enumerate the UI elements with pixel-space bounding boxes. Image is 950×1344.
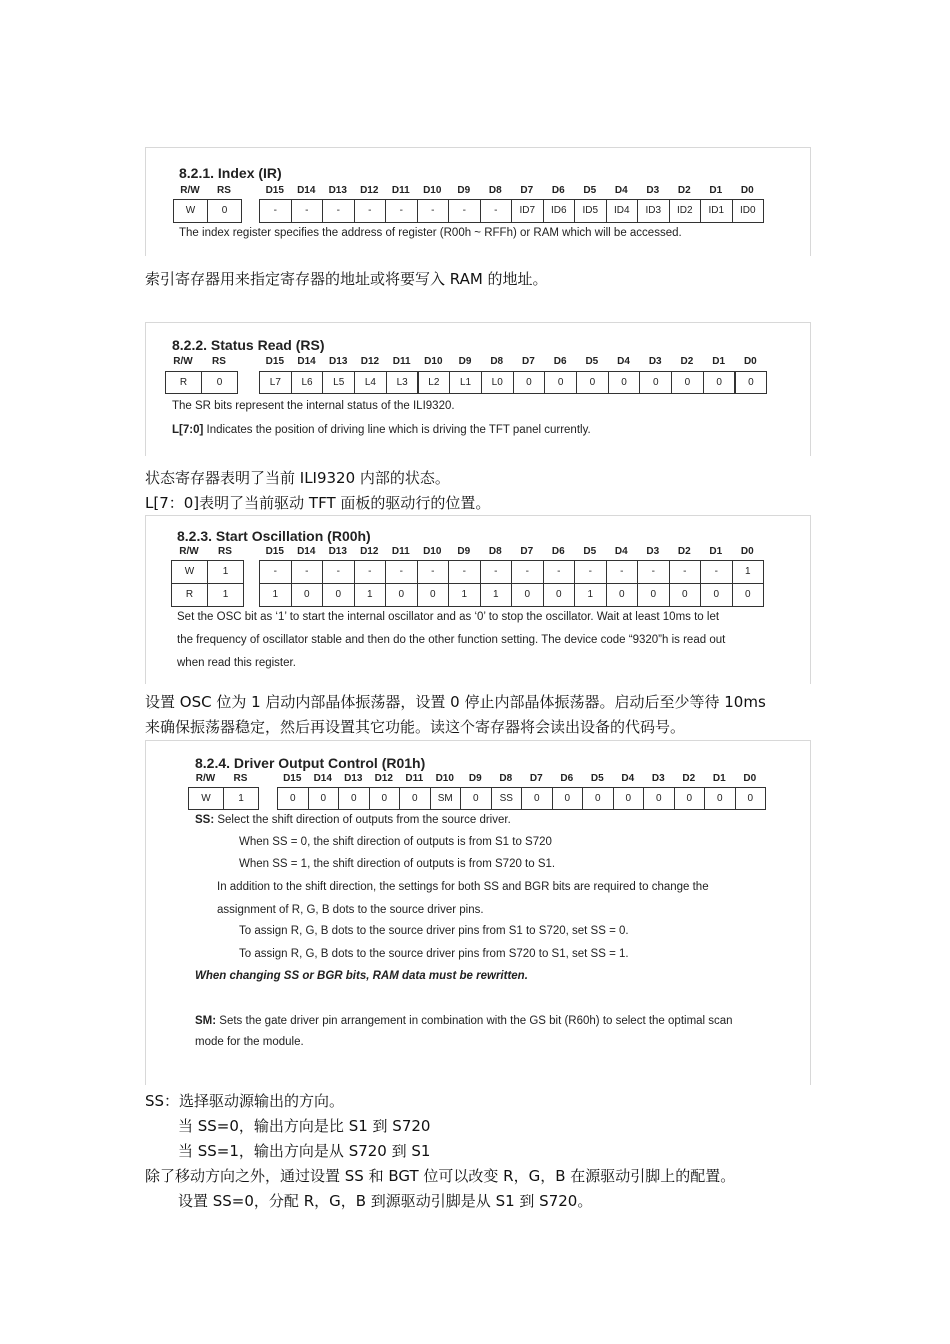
register-cell: 0 [460,787,492,810]
register-cell: L7 [259,371,292,394]
register-cell: 0 [544,371,577,394]
register-cell: - [700,560,733,584]
bit-header-d6: D6 [553,356,567,367]
cn-text-2: 状态寄存器表明了当前 ILI9320 内部的状态。 [145,469,450,487]
panel-index-register [145,147,811,256]
bit-header-d11: D11 [405,773,424,784]
register-cell: 0 [671,371,704,394]
bit-header-d10: D10 [435,773,454,784]
register-cell: ID0 [732,199,765,223]
panel-status-read [145,322,811,456]
register-cell: 1 [259,583,292,607]
register-cell: - [322,199,355,223]
register-cell: L0 [481,371,514,394]
register-cell: L3 [386,371,419,394]
bit-header-d9: D9 [458,356,472,367]
section-title: 8.2.4. Driver Output Control (R01h) [195,755,426,771]
register-cell: 0 [207,199,242,223]
bit-header-rs: RS [212,356,226,367]
register-cell: 1 [207,560,244,584]
register-cell: - [354,199,387,223]
register-cell: R [165,371,202,394]
register-cell: 0 [291,583,324,607]
bit-header-d12: D12 [360,185,379,196]
bit-header-d8: D8 [490,356,504,367]
section-description-line-3: when read this register. [177,657,296,669]
register-cell: 0 [369,787,401,810]
sm-line-2: mode for the module. [195,1036,304,1048]
bit-header-d2: D2 [682,773,696,784]
register-cell: - [574,560,607,584]
section-title: 8.2.3. Start Oscillation (R00h) [177,528,371,544]
cn-text-10: 设置 SS=0，分配 R，G，B 到源驱动引脚是从 S1 到 S720。 [178,1192,593,1210]
register-cell: - [322,560,355,584]
bit-header-d2: D2 [677,185,691,196]
bit-header-d15: D15 [283,773,302,784]
register-cell: ID3 [637,199,670,223]
bit-header-d7: D7 [529,773,543,784]
bit-header-rw: R/W [179,546,199,557]
cn-text-9: 除了移动方向之外，通过设置 SS 和 BGT 位可以改变 R，G，B 在源驱动引脚上的配置。 [145,1167,736,1185]
bit-header-d0: D0 [743,356,757,367]
register-cell: - [417,199,450,223]
bit-header-d5: D5 [583,185,597,196]
register-cell: ID1 [700,199,733,223]
register-cell: ID6 [543,199,576,223]
register-cell: 0 [417,583,450,607]
bit-header-rs: RS [217,185,231,196]
bit-header-d3: D3 [646,185,660,196]
register-cell: - [606,560,639,584]
bit-header-d3: D3 [651,773,665,784]
bit-label: L[7:0] [172,424,204,436]
bit-header-d13: D13 [328,546,347,557]
cn-text-4: 设置 OSC 位为 1 启动内部晶体振荡器，设置 0 停止内部晶体振荡器。启动后至少等待 10ms [145,693,766,711]
register-cell: 0 [385,583,418,607]
bit-text: Indicates the position of driving line which is driving the TFT panel currently. [203,424,591,436]
register-cell: - [448,560,481,584]
bit-header-d3: D3 [646,546,660,557]
bit-header-d11: D11 [391,546,410,557]
bit-header-d8: D8 [499,773,513,784]
register-cell: SM [430,787,462,810]
register-cell: W [173,199,208,223]
bit-header-d7: D7 [520,546,534,557]
register-cell: 0 [513,371,546,394]
register-cell: 0 [521,787,553,810]
register-cell: 1 [207,583,244,607]
bit-header-d6: D6 [551,185,565,196]
register-cell: 0 [399,787,431,810]
register-cell: 1 [223,787,259,810]
cn-text-5: 来确保振荡器稳定，然后再设置其它功能。读这个寄存器将会读出设备的代码号。 [145,718,686,736]
register-cell: W [171,560,208,584]
bit-header-d3: D3 [648,356,662,367]
section-description-2 [172,424,591,436]
register-cell: 0 [277,787,309,810]
bit-header-d4: D4 [614,185,628,196]
bit-header-d10: D10 [423,546,442,557]
bit-header-d0: D0 [743,773,757,784]
register-cell: 0 [643,787,675,810]
ss-line-2: When SS = 1, the shift direction of outputs is from S720 to S1. [239,858,556,870]
register-cell: - [543,560,576,584]
bit-header-d0: D0 [740,546,754,557]
register-cell: - [480,199,513,223]
sm-label: SM: [195,1015,217,1027]
bit-header-d15: D15 [265,546,284,557]
register-cell: 0 [674,787,706,810]
register-cell: - [259,199,292,223]
bit-header-d12: D12 [374,773,393,784]
register-cell: 0 [576,371,609,394]
register-cell: - [259,560,292,584]
ss-label: SS: [195,814,215,826]
cn-text-1: 索引寄存器用来指定寄存器的地址或将要写入 RAM 的地址。 [145,270,548,288]
bit-header-d14: D14 [297,546,316,557]
register-cell: 0 [704,787,736,810]
register-cell: ID2 [669,199,702,223]
register-cell: L4 [354,371,387,394]
panel-driver-output-control [145,740,811,1085]
bit-header-d6: D6 [551,546,565,557]
register-cell: 0 [582,787,614,810]
bit-header-d5: D5 [583,546,597,557]
bit-header-rw: R/W [180,185,200,196]
bit-header-d6: D6 [560,773,574,784]
bit-header-d13: D13 [328,185,347,196]
cn-text-8: 当 SS=1，输出方向是从 S720 到 S1 [178,1142,431,1160]
bit-header-d15: D15 [265,356,285,367]
bit-header-d13: D13 [329,356,348,367]
register-cell: - [385,199,418,223]
section-description: The index register specifies the address of register (R00h ~ RFFh) or RAM which will be accessed. [179,227,682,239]
sm-description [195,1015,733,1027]
bit-header-d9: D9 [457,185,471,196]
register-cell: 0 [201,371,238,394]
register-cell: - [669,560,702,584]
bit-header-d0: D0 [740,185,754,196]
register-cell: 1 [574,583,607,607]
bit-header-d7: D7 [520,185,534,196]
register-cell: 0 [606,583,639,607]
register-cell: 0 [735,371,768,394]
cn-text-6: SS：选择驱动源输出的方向。 [145,1092,345,1110]
register-cell: - [385,560,418,584]
register-cell: - [480,560,513,584]
bit-header-d14: D14 [297,185,316,196]
register-cell: ID4 [606,199,639,223]
bit-header-d8: D8 [488,546,502,557]
register-cell: - [291,560,324,584]
bit-header-d14: D14 [297,356,316,367]
register-cell: 0 [338,787,370,810]
panel-start-oscillation [145,515,811,684]
bit-header-d14: D14 [313,773,332,784]
register-cell: - [448,199,481,223]
register-cell: 0 [552,787,584,810]
ss-description [195,814,511,826]
register-cell: L2 [418,371,451,394]
bit-header-d10: D10 [423,185,442,196]
bit-header-d5: D5 [590,773,604,784]
register-cell: 0 [608,371,641,394]
register-cell: L6 [291,371,324,394]
register-cell: 0 [543,583,576,607]
section-description-line-1: Set the OSC bit as ‘1’ to start the internal oscillator and as ‘0’ to stop the oscillator. Wait at least 10ms to let [177,611,720,623]
register-cell: 0 [322,583,355,607]
bit-header-d10: D10 [424,356,443,367]
register-cell: 0 [735,787,767,810]
register-cell: - [291,199,324,223]
ss-text: Select the shift direction of outputs from the source driver. [214,814,511,826]
bit-header-d13: D13 [344,773,363,784]
bit-header-d4: D4 [621,773,635,784]
register-cell: R [171,583,208,607]
register-cell: 1 [354,583,387,607]
bit-header-d2: D2 [680,356,694,367]
sm-text: Sets the gate driver pin arrangement in combination with the GS bit (R60h) to select the optimal scan [216,1015,733,1027]
register-cell: L1 [449,371,482,394]
register-cell: L5 [322,371,355,394]
bit-header-rs: RS [233,773,248,784]
register-cell: 0 [639,371,672,394]
bit-header-d5: D5 [585,356,599,367]
bit-header-d1: D1 [709,546,723,557]
register-cell: - [511,560,544,584]
bit-header-d12: D12 [360,356,380,367]
bit-header-d7: D7 [522,356,535,367]
register-cell: 0 [613,787,645,810]
bit-header-d12: D12 [360,546,379,557]
register-cell: 0 [637,583,670,607]
register-cell: 1 [448,583,481,607]
ss-line-3: In addition to the shift direction, the settings for both SS and BGR bits are required to change the [217,881,709,893]
bit-header-rw: R/W [173,356,193,367]
warning-text: When changing SS or BGR bits, RAM data must be rewritten. [195,970,528,982]
register-cell: 0 [511,583,544,607]
register-cell: 0 [732,583,765,607]
register-cell: 0 [308,787,340,810]
bit-header-d11: D11 [391,185,410,196]
section-title: 8.2.1. Index (IR) [179,165,282,181]
bit-header-d9: D9 [468,773,482,784]
bit-header-d4: D4 [614,546,628,557]
bit-header-d1: D1 [712,773,726,784]
bit-header-d11: D11 [392,356,411,367]
ss-line-5: To assign R, G, B dots to the source driver pins from S1 to S720, set SS = 0. [239,925,629,937]
bit-header-d1: D1 [712,356,726,367]
bit-header-rs: RS [218,546,232,557]
register-cell: - [417,560,450,584]
register-cell: 0 [703,371,736,394]
bit-header-d2: D2 [677,546,691,557]
register-cell: SS [491,787,523,810]
register-cell: 1 [480,583,513,607]
section-title: 8.2.2. Status Read (RS) [172,337,325,353]
bit-header-d4: D4 [617,356,630,367]
bit-header-d9: D9 [457,546,471,557]
register-cell: W [188,787,224,810]
section-description: The SR bits represent the internal status of the ILI9320. [172,400,455,412]
bit-header-d8: D8 [488,185,502,196]
section-description-line-2: the frequency of oscillator stable and then do the other function setting. The device code “9320”h is read out [177,634,726,646]
register-cell: - [354,560,387,584]
register-cell: 0 [700,583,733,607]
cn-text-3: L[7：0]表明了当前驱动 TFT 面板的驱动行的位置。 [145,494,491,512]
register-cell: ID7 [511,199,544,223]
ss-line-4: assignment of R, G, B dots to the source driver pins. [217,904,484,916]
register-cell: 0 [669,583,702,607]
register-cell: - [637,560,670,584]
cn-text-7: 当 SS=0，输出方向是比 S1 到 S720 [178,1117,431,1135]
ss-line-1: When SS = 0, the shift direction of outputs is from S1 to S720 [239,836,552,848]
bit-header-d15: D15 [265,185,284,196]
bit-header-rw: R/W [195,773,216,784]
ss-line-6: To assign R, G, B dots to the source driver pins from S720 to S1, set SS = 1. [239,948,629,960]
register-cell: 1 [732,560,765,584]
register-cell: ID5 [574,199,607,223]
bit-header-d1: D1 [709,185,723,196]
